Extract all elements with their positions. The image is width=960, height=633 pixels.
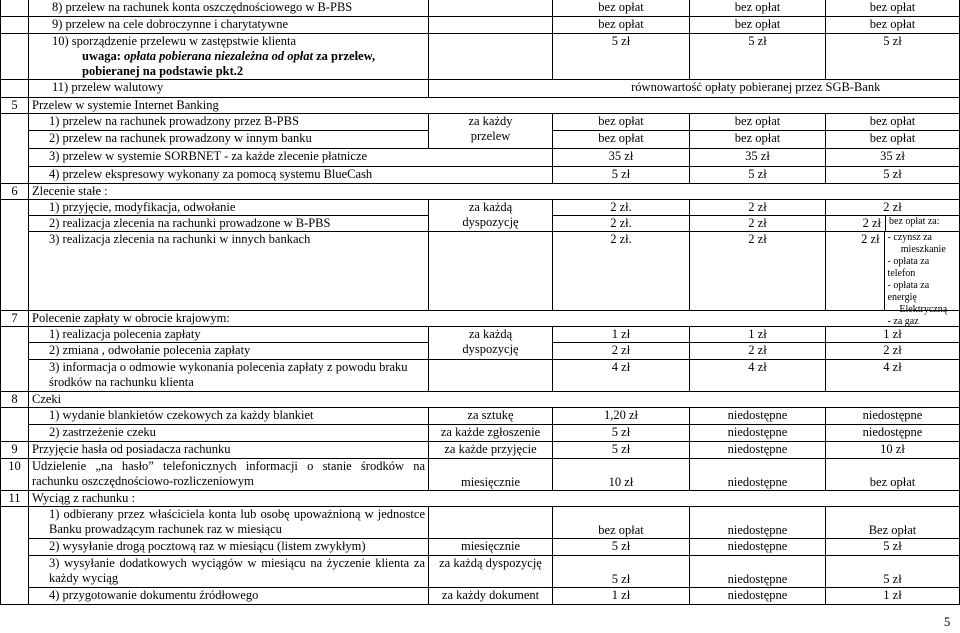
desc-cell: 2) wysyłanie drogą pocztową raz w miesiącu (listem zwykłym) bbox=[29, 538, 429, 555]
value-cell: 10 zł bbox=[553, 458, 690, 490]
desc-cell: 10) sporządzenie przelewu w zastępstwie klienta uwaga: opłata pobierana niezależna od opłat za przelew, pobieranej na podstawie pkt.2 bbox=[29, 33, 429, 79]
value-cell: 5 zł bbox=[690, 166, 826, 183]
value-cell: 5 zł bbox=[826, 166, 960, 183]
value-cell: 1 zł bbox=[826, 587, 960, 604]
value-cell: 5 zł bbox=[553, 441, 690, 458]
desc-cell: 1) przyjęcie, modyfikacja, odwołanie bbox=[29, 199, 429, 215]
unit-cell: za każdą dyspozycję bbox=[429, 326, 553, 359]
value-cell: 1 zł bbox=[826, 326, 960, 342]
value-cell: 1 zł bbox=[553, 587, 690, 604]
value-cell: 2 zł. bbox=[553, 199, 690, 215]
unit-cell: za każdy przelew bbox=[429, 113, 553, 148]
desc-cell: 3) realizacja zlecenia na rachunki w innych bankach bbox=[29, 231, 429, 310]
value-cell: 4 zł bbox=[553, 359, 690, 391]
table-row bbox=[1, 231, 960, 310]
section-title: Czeki bbox=[29, 391, 960, 407]
section-title: Polecenie zapłaty w obrocie krajowym: bbox=[29, 310, 960, 326]
value-cell: 5 zł bbox=[826, 538, 960, 555]
desc-cell: 2) zastrzeżenie czeku bbox=[29, 424, 429, 441]
value-cell: 5 zł bbox=[690, 33, 826, 79]
value-cell: 2 zł bbox=[690, 199, 826, 215]
value-cell: niedostępne bbox=[690, 587, 826, 604]
value-cell: 2 zł bbox=[826, 342, 960, 359]
section-header bbox=[1, 490, 960, 506]
value-cell: niedostępne bbox=[690, 458, 826, 490]
desc-cell: 11) przelew walutowy bbox=[29, 79, 429, 97]
value-cell: 4 zł bbox=[826, 359, 960, 391]
value-cell: 2 zł bbox=[690, 342, 826, 359]
value-cell: bez opłat bbox=[690, 16, 826, 33]
value-cell: 35 zł bbox=[826, 148, 960, 166]
value-cell: bez opłat bbox=[826, 16, 960, 33]
section-title: Przelew w systemie Internet Banking bbox=[29, 97, 960, 113]
section-number: 7 bbox=[1, 310, 29, 326]
section-number: 6 bbox=[1, 183, 29, 199]
table-row bbox=[1, 148, 960, 166]
value-cell: bez opłat bbox=[690, 113, 826, 130]
value-cell: bez opłat bbox=[826, 130, 960, 148]
table-row bbox=[1, 555, 960, 587]
value-cell: 2 zł bbox=[690, 215, 826, 231]
value-cell: bez opłat bbox=[553, 130, 690, 148]
unit-cell: miesięcznie bbox=[429, 458, 553, 490]
value-with-note bbox=[826, 215, 960, 231]
value-cell: 5 zł bbox=[553, 424, 690, 441]
unit-cell bbox=[429, 0, 553, 16]
section-number: 10 bbox=[1, 458, 29, 490]
table-row bbox=[1, 458, 960, 490]
table-row bbox=[1, 441, 960, 458]
desc-cell: 2) przelew na rachunek prowadzony w innym banku bbox=[29, 130, 429, 148]
num-cell bbox=[1, 0, 29, 16]
table-row bbox=[1, 538, 960, 555]
value-cell: 5 zł bbox=[553, 538, 690, 555]
desc-cell: 2) zmiana , odwołanie polecenia zapłaty bbox=[29, 342, 429, 359]
value-cell: niedostępne bbox=[826, 424, 960, 441]
desc-cell: 9) przelew na cele dobroczynne i charytatywne bbox=[29, 16, 429, 33]
section-number: 5 bbox=[1, 97, 29, 113]
table-row bbox=[1, 506, 960, 538]
value-cell: 4 zł bbox=[690, 359, 826, 391]
desc-cell: 4) przygotowanie dokumentu źródłowego bbox=[29, 587, 429, 604]
value-cell: niedostępne bbox=[690, 555, 826, 587]
desc-cell: 3) przelew w systemie SORBNET - za każde zlecenie płatnicze bbox=[29, 148, 553, 166]
value-cell: 35 zł bbox=[690, 148, 826, 166]
unit-cell bbox=[429, 506, 553, 538]
value-cell: 5 zł bbox=[553, 33, 690, 79]
value-cell: 35 zł bbox=[553, 148, 690, 166]
value-cell: 2 zł. bbox=[553, 231, 690, 310]
unit-cell: za każdy dokument bbox=[429, 587, 553, 604]
value-cell: niedostępne bbox=[690, 441, 826, 458]
desc-cell: Przyjęcie hasła od posiadacza rachunku bbox=[29, 441, 429, 458]
value-cell: niedostępne bbox=[690, 506, 826, 538]
value-cell: 2 zł bbox=[690, 231, 826, 310]
desc-cell: 1) realizacja polecenia zapłaty bbox=[29, 326, 429, 342]
value-cell: 5 zł bbox=[826, 555, 960, 587]
desc-cell: 2) realizacja zlecenia na rachunki prowadzone w B-PBS bbox=[29, 215, 429, 231]
section-number: 9 bbox=[1, 441, 29, 458]
value-cell: 2 zł bbox=[826, 199, 960, 215]
note-line: bez opłat za: bbox=[889, 215, 940, 227]
section-title: Zlecenie stałe : bbox=[29, 183, 960, 199]
value-with-note bbox=[826, 231, 960, 327]
table-row bbox=[1, 359, 960, 391]
value-cell: 2 zł bbox=[826, 216, 886, 231]
value-cell: bez opłat bbox=[826, 0, 960, 16]
desc-cell: 4) przelew ekspresowy wykonany za pomocą systemu BlueCash bbox=[29, 166, 553, 183]
value-cell: 2 zł. bbox=[553, 215, 690, 231]
section-title: Wyciąg z rachunku : bbox=[29, 490, 960, 506]
section-number: 11 bbox=[1, 490, 29, 506]
table-row bbox=[1, 407, 960, 424]
table-row bbox=[1, 113, 960, 130]
value-cell: bez opłat bbox=[826, 458, 960, 490]
unit-cell: za sztukę bbox=[429, 407, 553, 424]
section-header bbox=[1, 97, 960, 113]
table-row bbox=[1, 79, 960, 97]
value-cell: niedostępne bbox=[826, 407, 960, 424]
note-text: uwaga: opłata pobierana niezależna od opłat za przelew, pobieranej na podstawie pkt.2 bbox=[82, 48, 376, 78]
value-cell: 5 zł bbox=[553, 166, 690, 183]
merged-value-cell: równowartość opłaty pobieranej przez SGB-Bank bbox=[553, 79, 960, 97]
value-cell: 2 zł bbox=[826, 232, 885, 310]
value-cell: 5 zł bbox=[553, 555, 690, 587]
table-row bbox=[1, 326, 960, 342]
value-cell: 1 zł bbox=[690, 326, 826, 342]
section-number: 8 bbox=[1, 391, 29, 407]
value-cell: bez opłat bbox=[553, 113, 690, 130]
value-cell: 2 zł bbox=[553, 342, 690, 359]
value-cell: bez opłat bbox=[553, 0, 690, 16]
value-cell: niedostępne bbox=[690, 407, 826, 424]
table-row bbox=[1, 166, 960, 183]
value-cell: 10 zł bbox=[826, 441, 960, 458]
value-cell: bez opłat bbox=[826, 113, 960, 130]
desc-cell: 3) wysyłanie dodatkowych wyciągów w miesiącu na życzenie klienta za każdy wyciąg bbox=[29, 555, 429, 587]
value-cell: 5 zł bbox=[826, 33, 960, 79]
value-cell: bez opłat bbox=[553, 16, 690, 33]
unit-cell: za każde przyjęcie bbox=[429, 441, 553, 458]
section-header bbox=[1, 391, 960, 407]
table-row bbox=[1, 0, 960, 16]
desc-cell: 1) odbierany przez właściciela konta lub osobę upoważnioną w jednostce Banku prowadzącym rachunek raz w miesiącu bbox=[29, 506, 429, 538]
table-row bbox=[1, 424, 960, 441]
unit-cell: za każde zgłoszenie bbox=[429, 424, 553, 441]
desc-cell: 1) wydanie blankietów czekowych za każdy blankiet bbox=[29, 407, 429, 424]
table-row bbox=[1, 587, 960, 604]
value-cell: bez opłat bbox=[690, 130, 826, 148]
unit-cell: za każdą dyspozycję bbox=[429, 555, 553, 587]
table-row bbox=[1, 16, 960, 33]
value-cell: 1,20 zł bbox=[553, 407, 690, 424]
value-cell: bez opłat bbox=[553, 506, 690, 538]
unit-cell: za każdą dyspozycję bbox=[429, 199, 553, 231]
page-number: 5 bbox=[944, 615, 951, 629]
utilities-note: - czynsz za mieszkanie - opłata za telefon - opłata za energię Elektryczną - za gaz bbox=[887, 231, 948, 327]
table-row bbox=[1, 33, 960, 79]
value-cell: niedostępne bbox=[690, 538, 826, 555]
value-cell: bez opłat bbox=[690, 0, 826, 16]
value-cell: Bez opłat bbox=[826, 506, 960, 538]
value-cell: niedostępne bbox=[690, 424, 826, 441]
section-header bbox=[1, 183, 960, 199]
value-cell: 1 zł bbox=[553, 326, 690, 342]
desc-cell: 8) przelew na rachunek konta oszczędnościowego w B-PBS bbox=[29, 0, 429, 16]
section-header bbox=[1, 310, 960, 326]
table-row bbox=[1, 199, 960, 215]
desc-cell: 3) informacja o odmowie wykonania polecenia zapłaty z powodu braku środków na rachunku klienta bbox=[29, 359, 429, 391]
desc-cell: 1) przelew na rachunek prowadzony przez B-PBS bbox=[29, 113, 429, 130]
unit-cell: miesięcznie bbox=[429, 538, 553, 555]
desc-cell: Udzielenie „na hasło” telefonicznych informacji o stanie środków na rachunku oszczędnościowo-rozliczeniowym bbox=[29, 458, 429, 490]
